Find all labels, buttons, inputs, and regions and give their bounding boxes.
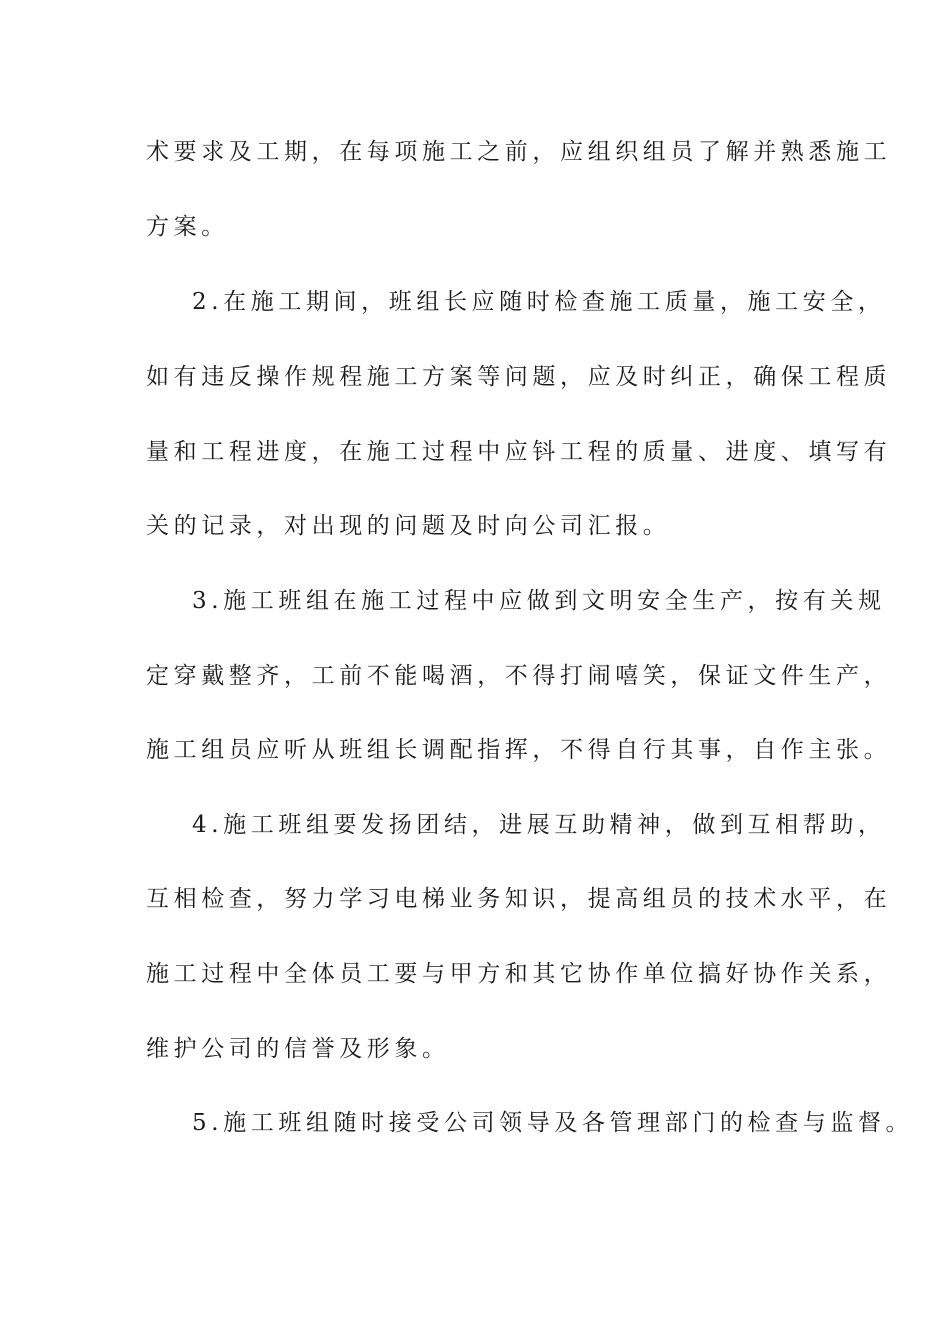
- paragraph-4-line-4: 维护公司的信誉及形象。: [146, 1036, 450, 1062]
- paragraph-3-line-1: 3.施工班组在施工过程中应做到文明安全生产，按有关规: [192, 588, 886, 614]
- paragraph-5-line-1: 5.施工班组随时接受公司领导及各管理部门的检查与监督。: [192, 1110, 914, 1136]
- paragraph-1-line-1: 术要求及工期，在每项施工之前，应组织组员了解并熟悉施工: [146, 139, 892, 165]
- paragraph-3-line-3: 施工组员应听从班组长调配指挥，不得自行其事，自作主张。: [146, 737, 892, 763]
- paragraph-4-line-3: 施工过程中全体员工要与甲方和其它协作单位搞好协作关系，: [146, 961, 892, 987]
- paragraph-2-line-1: 2.在施工期间，班组长应随时检查施工质量，施工安全，: [192, 289, 886, 315]
- paragraph-2-line-4: 关的记录，对出现的问题及时向公司汇报。: [146, 513, 671, 539]
- paragraph-3-line-2: 定穿戴整齐，工前不能喝酒，不得打闹嘻笑，保证文件生产，: [146, 663, 892, 689]
- paragraph-2-line-2: 如有违反操作规程施工方案等问题，应及时纠正，确保工程质: [146, 364, 892, 390]
- paragraph-4-line-2: 互相检查，努力学习电梯业务知识，提高组员的技术水平，在: [146, 886, 892, 912]
- paragraph-1-line-2: 方案。: [146, 214, 229, 240]
- paragraph-2-line-3: 量和工程进度，在施工过程中应钭工程的质量、进度、填写有: [146, 439, 892, 465]
- paragraph-4-line-1: 4.施工班组要发扬团结，进展互助精神，做到互相帮助，: [192, 812, 886, 838]
